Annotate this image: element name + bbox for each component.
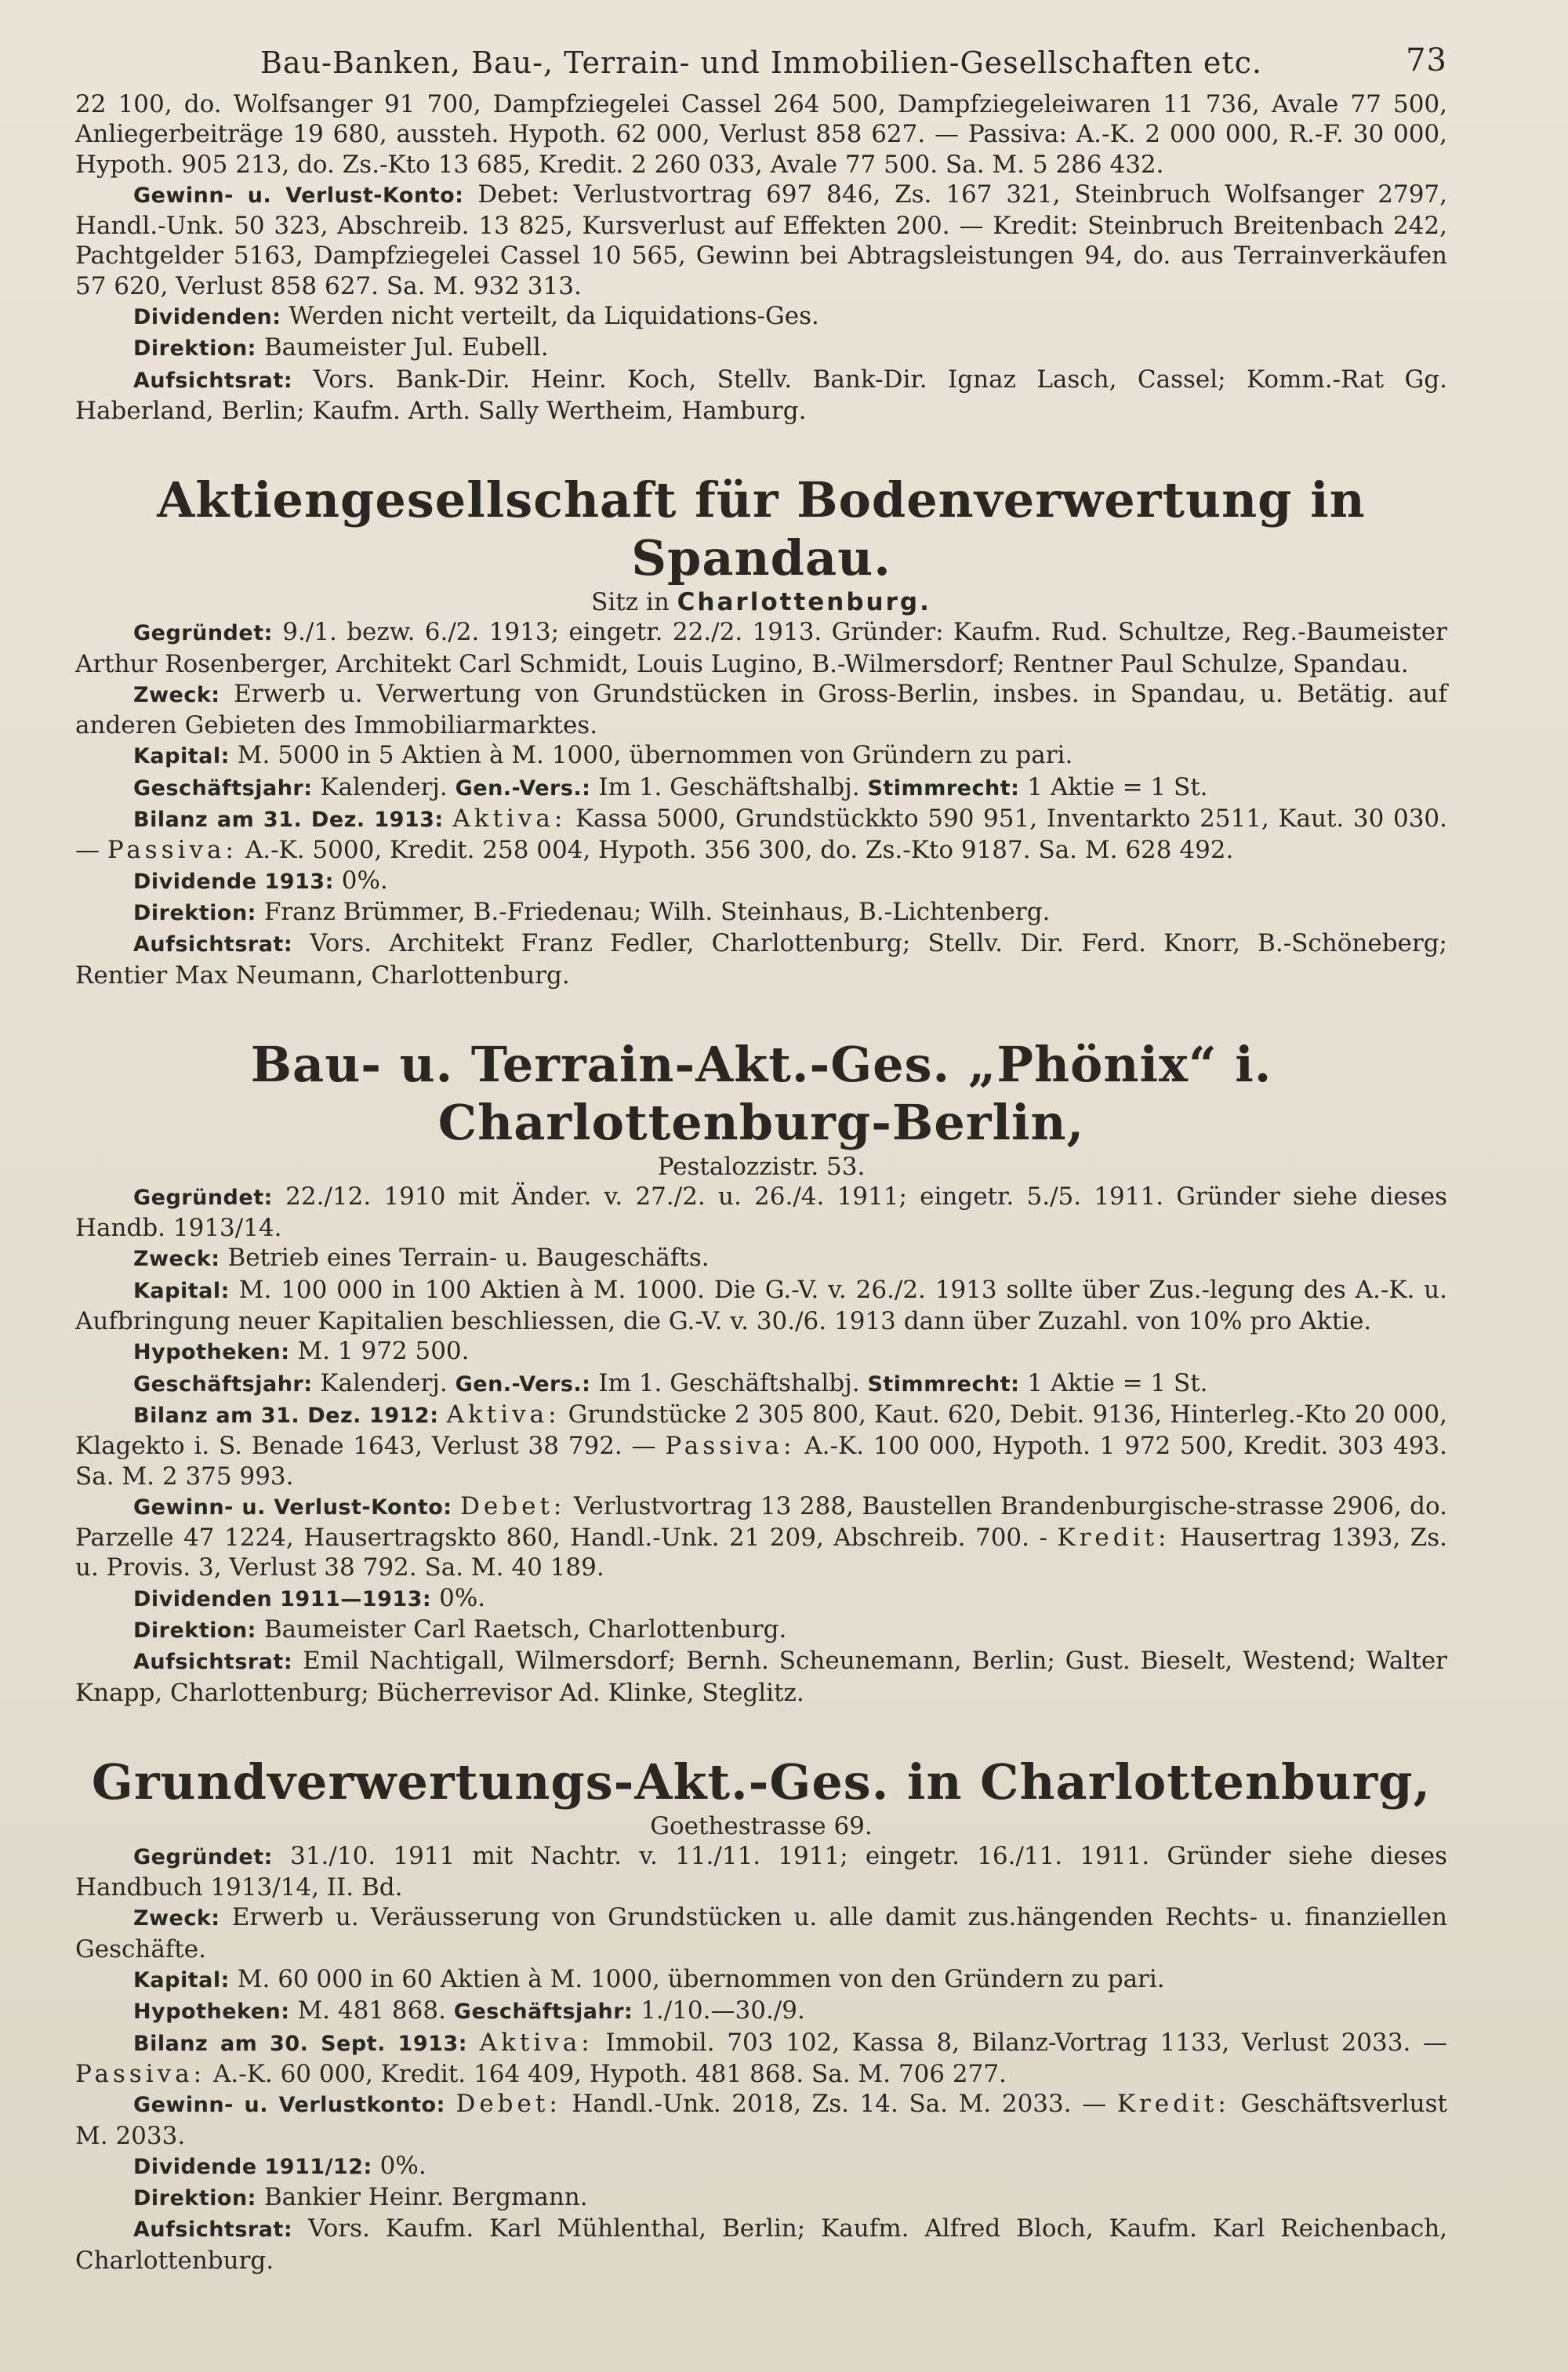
balance-sheet: Bilanz am 31. Dez. 1912: Aktiva: Grundstücke 2 305 800, Kaut. 620, Debit. 9136, Hinterleg.-Kto 20 000, Klagekto i. S. Benade 1643, Verlust 38 792. — Passiva: A.-K. 100 000, Hypoth. 1 972 500, Kredit. 303 493. Sa. M. 2 375 993. (75, 1400, 1447, 1491)
dividends: Dividenden 1911—1913: 0%. (133, 1583, 486, 1612)
company-title-bodenverwertung: Aktiengesellschaft für Bodenverwertung in Spandau. (157, 471, 1366, 587)
founded: Gegründet: 22./12. 1910 mit Änder. v. 27./2. u. 26./4. 1911; eingetr. 5./5. 1911. Gründer siehe dieses Handb. 1913/14. (75, 1182, 1448, 1243)
fiscal-year: Geschäftsjahr: Kalenderj. Gen.-Vers.: Im 1. Geschäftshalbj. Stimmrecht: 1 Aktie = 1 St. (133, 772, 1208, 801)
supervisory-board: Aufsichtsrat: Vors. Architekt Franz Fedler, Charlottenburg; Stellv. Dir. Ferd. Knorr, B.-Schöneberg; Rentier Max Neumann, Charlottenburg. (75, 929, 1448, 990)
company-address: Goethestrasse 69. (650, 1811, 873, 1840)
dividend: Dividende 1913: 0%. (133, 866, 388, 895)
company-address: Pestalozzistr. 53. (657, 1152, 866, 1181)
supervisory-board: Aufsichtsrat: Vors. Bank-Dir. Heinr. Koch, Stellv. Bank-Dir. Ignaz Lasch, Cassel; Komm.-Rat Gg. Haberland, Berlin; Kaufm. Arth. Sally Wertheim, Hamburg. (75, 365, 1447, 425)
entry-continued (75, 89, 1447, 426)
entry-phoenix (75, 1182, 1447, 1708)
balance-sheet: Bilanz am 31. Dez. 1913: Aktiva: Kassa 5000, Grundstückkto 590 951, Inventarkto 2511, Kaut. 30 030. — Passiva: A.-K. 5000, Kredit. 258 004, Hypoth. 356 300, do. Zs.-Kto 9187. Sa. M. 628 492. (75, 805, 1447, 865)
board-of-directors: Direktion: Franz Brümmer, B.-Friedenau; Wilh. Steinhaus, B.-Lichtenberg. (133, 897, 1051, 926)
balance-sheet: Bilanz am 30. Sept. 1913: Aktiva: Immobil. 703 102, Kassa 8, Bilanz-Vortrag 1133, Verlust 2033. — Passiva: A.-K. 60 000, Kredit. 164 409, Hypoth. 481 868. Sa. M. 706 277. (75, 2028, 1447, 2088)
supervisory-board: Aufsichtsrat: Emil Nachtigall, Wilmersdorf; Bernh. Scheunemann, Berlin; Gust. Bieselt, Westend; Walter Knapp, Charlottenburg; Bücherrevisor Ad. Klinke, Steglitz. (75, 1647, 1447, 1707)
board-of-directors: Direktion: Baumeister Carl Raetsch, Charlottenburg. (133, 1615, 787, 1644)
profit-loss-account: Gewinn- u. Verlust-Konto: Debet: Verlustvortrag 697 846, Zs. 167 321, Steinbruch Wolfsanger 2797, Handl.-Unk. 50 323, Abschreib. 13 825, Kursverlust auf Effekten 200. — Kredit: Steinbruch Breitenbach 242, Pachtgelder 5163, Dampfziegelei Cassel 10 565, Gewinn bei Abtragsleistungen 94, do. aus Terrainverkäufen 57 620, Verlust 858 627. Sa. M. 932 313. (75, 180, 1448, 300)
purpose: Zweck: Betrieb eines Terrain- u. Baugeschäfts. (133, 1244, 710, 1273)
company-title-grundverwertung: Grundverwertungs-Akt.-Ges. in Charlottenburg, (91, 1753, 1432, 1811)
profit-loss-account: Gewinn- u. Verlust-Konto: Debet: Verlustvortrag 13 288, Baustellen Brandenburgische-strasse 2906, do. Parzelle 47 1224, Hausertragskto 860, Handl.-Unk. 21 209, Abschreib. 700. - Kredit: Hausertrag 1393, Zs. u. Provis. 3, Verlust 38 792. Sa. M. 40 189. (75, 1491, 1448, 1582)
capital: Kapital: M. 60 000 in 60 Aktien à M. 1000, übernommen von den Gründern zu pari. (133, 1965, 1165, 1994)
board-of-directors: Direktion: Bankier Heinr. Bergmann. (133, 2183, 588, 2212)
founded: Gegründet: 9./1. bezw. 6./2. 1913; eingetr. 22./2. 1913. Gründer: Kaufm. Rud. Schultze, Reg.-Baumeister Arthur Rosenberger, Architekt Carl Schmidt, Louis Lugino, B.-Wilmersdorf; Rentner Paul Schulze, Spandau. (75, 618, 1447, 678)
running-head-title: Bau-Banken, Bau-, Terrain- und Immobilien-Gesellschaften etc. (260, 45, 1262, 80)
purpose: Zweck: Erwerb u. Verwertung von Grundstücken in Gross-Berlin, insbes. in Spandau, u. Betätig. auf anderen Gebieten des Immobiliarmarktes. (75, 679, 1447, 740)
running-head (75, 41, 1447, 89)
dividends: Dividenden: Werden nicht verteilt, da Liquidations-Ges. (133, 302, 819, 331)
dividend: Dividende 1911/12: 0%. (133, 2151, 426, 2180)
company-title-phoenix: Bau- u. Terrain-Akt.-Ges. „Phönix“ i. Charlottenburg-Berlin, (250, 1035, 1272, 1151)
purpose: Zweck: Erwerb u. Veräusserung von Grundstücken u. alle damit zus.hängenden Rechts- u. finanziellen Geschäfte. (75, 1903, 1447, 1963)
supervisory-board: Aufsichtsrat: Vors. Kaufm. Karl Mühlenthal, Berlin; Kaufm. Alfred Bloch, Kaufm. Karl Reichenbach, Charlottenburg. (75, 2214, 1448, 2275)
capital: Kapital: M. 100 000 in 100 Aktien à M. 1000. Die G.-V. v. 26./2. 1913 sollte über Zus.-legung des A.-K. u. Aufbringung neuer Kapitalien beschliessen, die G.-V. v. 30./6. 1913 dann über Zuzahl. von 10% pro Aktie. (75, 1275, 1447, 1336)
company-seat: Sitz in Charlottenburg. (591, 588, 931, 617)
entry-grundverwertung (75, 1841, 1447, 2276)
capital: Kapital: M. 5000 in 5 Aktien à M. 1000, übernommen von Gründern zu pari. (133, 741, 1073, 770)
entry-bodenverwertung (75, 617, 1447, 990)
board-of-directors: Direktion: Baumeister Jul. Eubell. (133, 333, 549, 362)
page-number: 73 (1406, 42, 1447, 78)
founded: Gegründet: 31./10. 1911 mit Nachtr. v. 11./11. 1911; eingetr. 16./11. 1911. Gründer siehe dieses Handbuch 1913/14, II. Bd. (75, 1841, 1448, 1902)
fiscal-year: Geschäftsjahr: Kalenderj. Gen.-Vers.: Im 1. Geschäftshalbj. Stimmrecht: 1 Aktie = 1 St. (133, 1368, 1208, 1397)
balance-continuation: 22 100, do. Wolfsanger 91 700, Dampfziegelei Cassel 264 500, Dampfziegeleiwaren 11 736, Avale 77 500, Anliegerbeiträge 19 680, aussteh. Hypoth. 62 000, Verlust 858 627. — Passiva: A.-K. 2 000 000, R.-F. 30 000, Hypoth. 905 213, do. Zs.-Kto 13 685, Kredit. 2 260 033, Avale 77 500. Sa. M. 5 286 432. (75, 90, 1447, 179)
profit-loss-account: Gewinn- u. Verlustkonto: Debet: Handl.-Unk. 2018, Zs. 14. Sa. M. 2033. — Kredit: Geschäftsverlust M. 2033. (75, 2090, 1447, 2150)
mortgages: Hypotheken: M. 481 868. Geschäftsjahr: 1./10.—30./9. (133, 1996, 805, 2025)
mortgages: Hypotheken: M. 1 972 500. (133, 1337, 470, 1366)
